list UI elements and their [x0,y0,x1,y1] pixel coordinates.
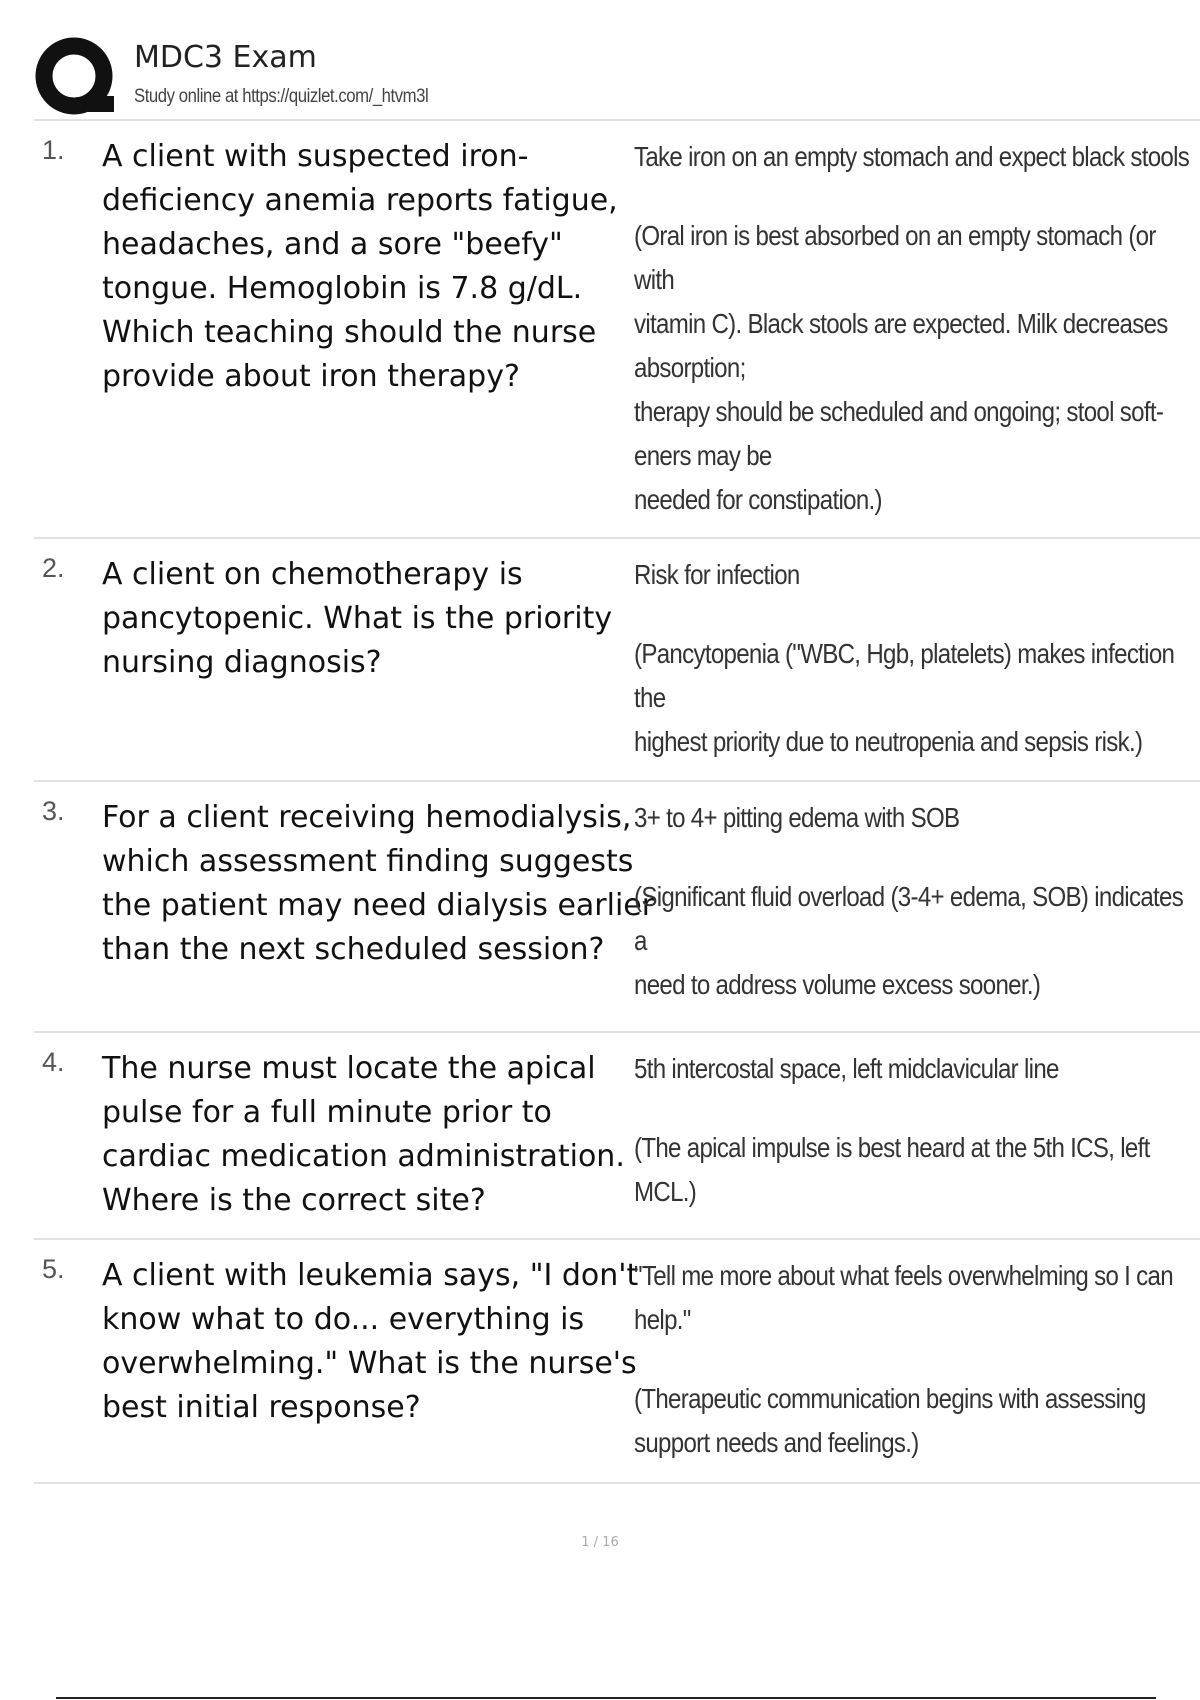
study-online-link[interactable]: Study online at https://quizlet.com/_htvm3l [134,86,429,107]
card-number: 1. [42,135,65,165]
answer-line: 3+ to 4+ pitting edema with SOB [634,802,960,833]
answer-line: support needs and feelings.) [634,1427,919,1458]
card-question: A client on chemotherapy is pancytopenic. What is the priority nursing diagnosis? [102,557,613,680]
answer-line: MCL.) [634,1176,697,1207]
card-number: 3. [42,796,65,826]
card-question: The nurse must locate the apical pulse for a full minute prior to cardiac medication administration. Where is the correct site? [102,1051,625,1218]
answer-line: (Significant fluid overload (3-4+ edema, SOB) indicates [634,881,1184,912]
quizlet-logo-icon [34,36,118,120]
page-header [34,36,1200,120]
card-number: 5. [42,1254,65,1284]
card-number: 4. [42,1047,65,1077]
page-title: MDC3 Exam [134,40,317,75]
card-answer [634,796,1184,1007]
card-divider [34,780,1200,782]
answer-line: eners may be [634,440,772,471]
card-divider [34,1238,1200,1240]
answer-line: Risk for infection [634,559,800,590]
card-answer [634,553,1175,764]
answer-line: therapy should be scheduled and ongoing; stool soft- [634,396,1164,427]
answer-line: (Pancytopenia ("WBC, Hgb, platelets) makes infection [634,638,1175,669]
answer-line: vitamin C). Black stools are expected. Milk decreases [634,308,1168,339]
header-divider [34,119,1200,121]
answer-line: (Oral iron is best absorbed on an empty stomach (or [634,220,1156,251]
card-question: A client with suspected iron-deficiency anemia reports fatigue, headaches, and a sore "beefy" tongue. Hemoglobin is 7.8 g/dL. Which teaching should the nurse provide about iron therapy? [102,139,618,394]
card-divider [34,537,1200,539]
answer-line: 5th intercostal space, left midclavicular line [634,1053,1059,1084]
card-divider [34,1031,1200,1033]
answer-line: the [634,682,666,713]
answer-line: "Tell me more about what feels overwhelming so I can [634,1260,1173,1291]
card-answer [634,1254,1173,1465]
answer-line: Take iron on an empty stomach and expect black stools [634,141,1190,172]
answer-line: needed for constipation.) [634,484,882,515]
card-answer [634,135,1190,522]
answer-line: help." [634,1304,691,1335]
answer-line: (Therapeutic communication begins with assessing [634,1383,1146,1414]
answer-line: with [634,264,675,295]
answer-line: a [634,925,647,956]
card-question: A client with leukemia says, "I don't know what to do... everything is overwhelming." What is the nurse's best initial response? [102,1258,639,1425]
card-divider [34,1482,1200,1484]
card-number: 2. [42,553,65,583]
answer-line: (The apical impulse is best heard at the 5th ICS, left [634,1132,1150,1163]
answer-line: need to address volume excess sooner.) [634,969,1041,1000]
card-question: For a client receiving hemodialysis, which assessment finding suggests the patient may need dialysis earlier than the next scheduled session? [102,800,655,967]
bottom-divider [56,1697,1156,1699]
answer-line: absorption; [634,352,746,383]
card-answer [634,1047,1150,1214]
answer-line: highest priority due to neutropenia and sepsis risk.) [634,726,1143,757]
page-number: 1 / 16 [581,1535,619,1550]
